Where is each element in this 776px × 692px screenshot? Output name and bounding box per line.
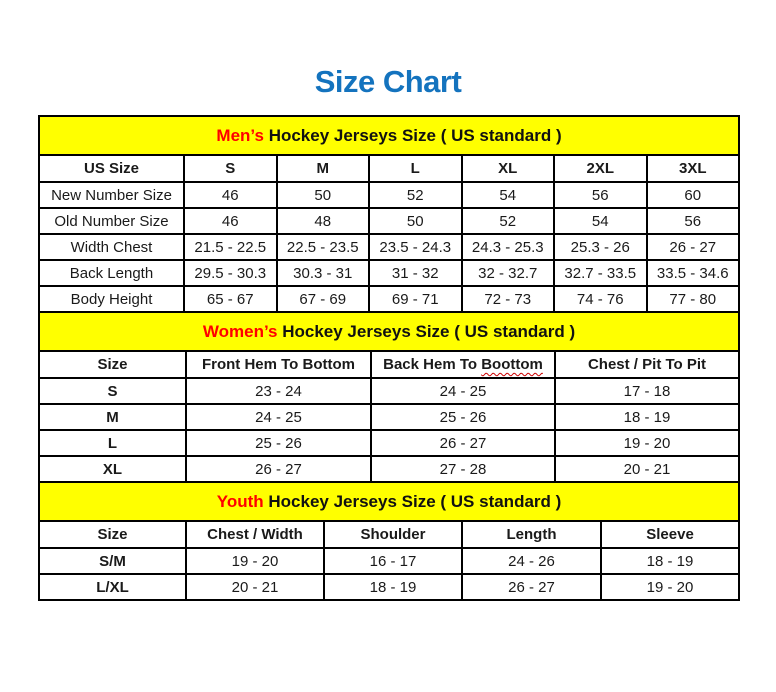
value-cell: 26 - 27 bbox=[462, 574, 601, 600]
value-cell: 52 bbox=[462, 208, 555, 234]
value-cell: 26 - 27 bbox=[186, 456, 371, 482]
value-cell: 27 - 28 bbox=[371, 456, 555, 482]
value-cell: 60 bbox=[647, 182, 740, 208]
value-cell: 52 bbox=[369, 182, 462, 208]
row-label: S bbox=[39, 378, 186, 404]
value-cell: 30.3 - 31 bbox=[277, 260, 370, 286]
youth-section-band bbox=[39, 482, 739, 521]
column-header: Shoulder bbox=[324, 521, 462, 548]
row-label: L/XL bbox=[39, 574, 186, 600]
value-cell: 17 - 18 bbox=[555, 378, 739, 404]
column-header: 3XL bbox=[647, 155, 740, 182]
column-header: US Size bbox=[39, 155, 184, 182]
womens-header-row bbox=[39, 351, 739, 378]
column-header-text: Back Hem To bbox=[383, 356, 482, 373]
column-header: Size bbox=[39, 351, 186, 378]
table-row bbox=[39, 548, 739, 574]
column-header bbox=[371, 351, 555, 378]
value-cell: 56 bbox=[554, 182, 647, 208]
table-row bbox=[39, 430, 739, 456]
column-header: L bbox=[369, 155, 462, 182]
value-cell: 24.3 - 25.3 bbox=[462, 234, 555, 260]
value-cell: 24 - 25 bbox=[371, 378, 555, 404]
value-cell: 22.5 - 23.5 bbox=[277, 234, 370, 260]
value-cell: 32 - 32.7 bbox=[462, 260, 555, 286]
row-label: L bbox=[39, 430, 186, 456]
value-cell: 29.5 - 30.3 bbox=[184, 260, 277, 286]
row-label: XL bbox=[39, 456, 186, 482]
value-cell: 77 - 80 bbox=[647, 286, 740, 312]
row-label: New Number Size bbox=[39, 182, 184, 208]
column-header: Front Hem To Bottom bbox=[186, 351, 371, 378]
value-cell: 19 - 20 bbox=[601, 574, 739, 600]
value-cell: 19 - 20 bbox=[555, 430, 739, 456]
value-cell: 54 bbox=[554, 208, 647, 234]
value-cell: 24 - 26 bbox=[462, 548, 601, 574]
mens-size-table bbox=[38, 115, 740, 313]
row-label: Back Length bbox=[39, 260, 184, 286]
youth-section-title-rest: Hockey Jerseys Size ( US standard ) bbox=[263, 491, 562, 511]
womens-section-title-highlight: Women’s bbox=[202, 321, 278, 341]
value-cell: 48 bbox=[277, 208, 370, 234]
column-header: Chest / Pit To Pit bbox=[555, 351, 739, 378]
mens-section-title bbox=[39, 116, 739, 155]
value-cell: 25 - 26 bbox=[186, 430, 371, 456]
value-cell: 20 - 21 bbox=[555, 456, 739, 482]
value-cell: 23.5 - 24.3 bbox=[369, 234, 462, 260]
column-header: Sleeve bbox=[601, 521, 739, 548]
value-cell: 18 - 19 bbox=[324, 574, 462, 600]
table-row bbox=[39, 208, 739, 234]
row-label: Old Number Size bbox=[39, 208, 184, 234]
value-cell: 26 - 27 bbox=[647, 234, 740, 260]
value-cell: 20 - 21 bbox=[186, 574, 324, 600]
value-cell: 18 - 19 bbox=[555, 404, 739, 430]
value-cell: 21.5 - 22.5 bbox=[184, 234, 277, 260]
value-cell: 32.7 - 33.5 bbox=[554, 260, 647, 286]
value-cell: 46 bbox=[184, 208, 277, 234]
mens-header-row bbox=[39, 155, 739, 182]
value-cell: 50 bbox=[369, 208, 462, 234]
mens-section-title-rest: Hockey Jerseys Size ( US standard ) bbox=[263, 125, 562, 145]
value-cell: 50 bbox=[277, 182, 370, 208]
youth-section-title bbox=[39, 482, 739, 521]
value-cell: 25 - 26 bbox=[371, 404, 555, 430]
value-cell: 69 - 71 bbox=[369, 286, 462, 312]
column-header: Chest / Width bbox=[186, 521, 324, 548]
table-row bbox=[39, 456, 739, 482]
size-chart bbox=[38, 115, 738, 601]
column-header: 2XL bbox=[554, 155, 647, 182]
value-cell: 31 - 32 bbox=[369, 260, 462, 286]
value-cell: 18 - 19 bbox=[601, 548, 739, 574]
value-cell: 46 bbox=[184, 182, 277, 208]
misspelled-word: Boottom bbox=[481, 356, 543, 373]
table-row bbox=[39, 182, 739, 208]
table-row bbox=[39, 404, 739, 430]
value-cell: 54 bbox=[462, 182, 555, 208]
womens-size-table bbox=[38, 311, 740, 483]
column-header: XL bbox=[462, 155, 555, 182]
table-row bbox=[39, 378, 739, 404]
value-cell: 74 - 76 bbox=[554, 286, 647, 312]
value-cell: 33.5 - 34.6 bbox=[647, 260, 740, 286]
row-label: Width Chest bbox=[39, 234, 184, 260]
mens-section-title-highlight: Men’s bbox=[216, 125, 264, 145]
value-cell: 26 - 27 bbox=[371, 430, 555, 456]
row-label: Body Height bbox=[39, 286, 184, 312]
column-header: Length bbox=[462, 521, 601, 548]
value-cell: 24 - 25 bbox=[186, 404, 371, 430]
value-cell: 67 - 69 bbox=[277, 286, 370, 312]
row-label: M bbox=[39, 404, 186, 430]
value-cell: 16 - 17 bbox=[324, 548, 462, 574]
page-title: Size Chart bbox=[314, 64, 462, 99]
table-row bbox=[39, 234, 739, 260]
value-cell: 65 - 67 bbox=[184, 286, 277, 312]
value-cell: 56 bbox=[647, 208, 740, 234]
womens-section-title-rest: Hockey Jerseys Size ( US standard ) bbox=[277, 321, 576, 341]
womens-section-band bbox=[39, 312, 739, 351]
table-row bbox=[39, 574, 739, 600]
row-label: S/M bbox=[39, 548, 186, 574]
table-row bbox=[39, 260, 739, 286]
mens-section-band bbox=[39, 116, 739, 155]
column-header: S bbox=[184, 155, 277, 182]
youth-header-row bbox=[39, 521, 739, 548]
value-cell: 23 - 24 bbox=[186, 378, 371, 404]
youth-size-table bbox=[38, 481, 740, 601]
womens-section-title bbox=[39, 312, 739, 351]
value-cell: 72 - 73 bbox=[462, 286, 555, 312]
value-cell: 25.3 - 26 bbox=[554, 234, 647, 260]
value-cell: 19 - 20 bbox=[186, 548, 324, 574]
column-header: M bbox=[277, 155, 370, 182]
table-row bbox=[39, 286, 739, 312]
column-header: Size bbox=[39, 521, 186, 548]
youth-section-title-highlight: Youth bbox=[216, 491, 264, 511]
